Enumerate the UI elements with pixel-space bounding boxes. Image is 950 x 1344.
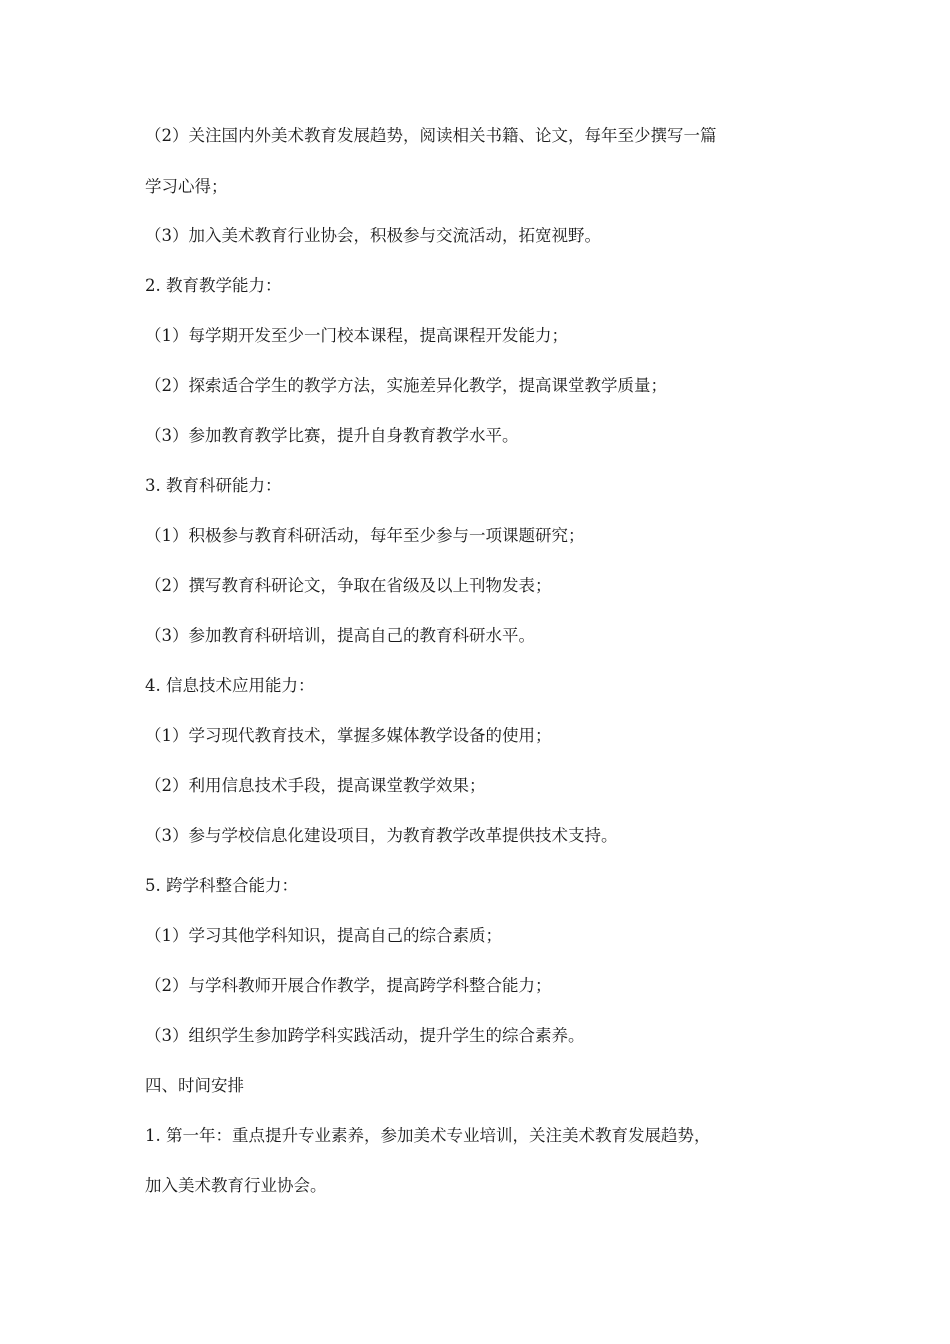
paragraph-line: （3）参加教育教学比赛，提升自身教育教学水平。 xyxy=(145,426,519,445)
paragraph-line: （1）学习其他学科知识，提高自己的综合素质； xyxy=(145,926,502,945)
paragraph-line: （1）积极参与教育科研活动，每年至少参与一项课题研究； xyxy=(145,526,585,545)
paragraph-line: （2）关注国内外美术教育发展趋势，阅读相关书籍、论文，每年至少撰写一篇 xyxy=(145,126,717,145)
paragraph-line: （2）撰写教育科研论文，争取在省级及以上刊物发表； xyxy=(145,576,552,595)
section-heading: 5. 跨学科整合能力： xyxy=(145,876,298,895)
paragraph-line: （3）组织学生参加跨学科实践活动，提升学生的综合素养。 xyxy=(145,1026,585,1045)
section-heading: 3. 教育科研能力： xyxy=(145,476,282,495)
paragraph-line: （1）每学期开发至少一门校本课程，提高课程开发能力； xyxy=(145,326,568,345)
paragraph-line: （2）与学科教师开展合作教学，提高跨学科整合能力； xyxy=(145,976,552,995)
section-heading: 4. 信息技术应用能力： xyxy=(145,676,315,695)
paragraph-line: 加入美术教育行业协会。 xyxy=(145,1176,327,1195)
paragraph-line: 学习心得； xyxy=(145,177,228,196)
section-heading: 2. 教育教学能力： xyxy=(145,276,282,295)
section-heading: 四、时间安排 xyxy=(145,1076,244,1095)
paragraph-line: （2）利用信息技术手段，提高课堂教学效果； xyxy=(145,776,486,795)
paragraph-line: （3）加入美术教育行业协会，积极参与交流活动，拓宽视野。 xyxy=(145,226,601,245)
paragraph-line: （1）学习现代教育技术，掌握多媒体教学设备的使用； xyxy=(145,726,552,745)
paragraph-line: （3）参与学校信息化建设项目，为教育教学改革提供技术支持。 xyxy=(145,826,618,845)
paragraph-line: （2）探索适合学生的教学方法，实施差异化教学，提高课堂教学质量； xyxy=(145,376,667,395)
paragraph-line: （3）参加教育科研培训，提高自己的教育科研水平。 xyxy=(145,626,535,645)
paragraph-line: 1. 第一年：重点提升专业素养，参加美术专业培训，关注美术教育发展趋势， xyxy=(145,1126,711,1145)
